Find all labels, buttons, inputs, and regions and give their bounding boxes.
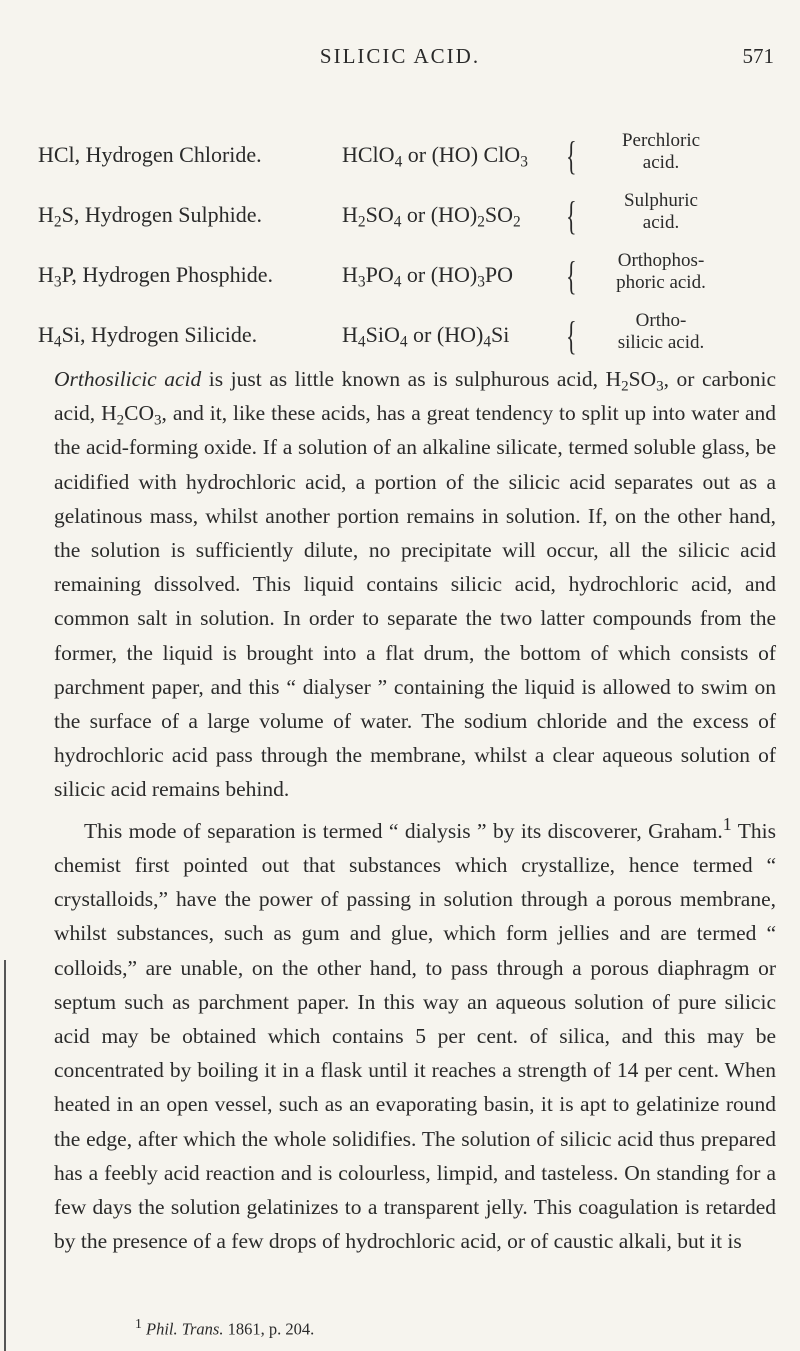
table-row	[38, 132, 778, 192]
acid-name: Sulphuric acid.	[624, 190, 698, 233]
hydrides-acids-table	[38, 132, 778, 372]
page-number: 571	[742, 44, 774, 68]
paragraph	[54, 362, 776, 807]
paragraph-text: This chemist first pointed out that substances which crystallize, hence termed “ crystalloids,” have the power of passing in solution through a porous membrane, whilst substances, such as gum and glue, which form jellies and are termed “ colloids,” are unable, on the other hand, to pass through a porous diaphragm or septum such as parchment paper. In this way an aqueous solution of pure silicic acid may be obtained which contains 5 per cent. of silica, and this may be concentrated by boiling it in a flask until it reaches a strength of 14 per cent. When heated in an open vessel, such as an evaporating basin, it is apt to gelatinize round the edge, after which the whole solidifies. The solution of silicic acid thus prepared has a feebly acid reaction and is colourless, limpid, and tasteless. On standing for a few days the solution gelatinizes to a transparent jelly. This coagulation is retarded by the presence of a few drops of hydrochloric acid, or of caustic alkali, but it is	[54, 818, 776, 1254]
hydride-entry: $H_4Si$, Hydrogen Silicide.	[38, 322, 258, 351]
acid-name: Perchloric acid.	[621, 130, 701, 173]
acid-formula: HClO$_4$ or (HO) ClO$_3$	[342, 142, 528, 171]
acid-formula: $H_2SO_4$ or $(HO)_2SO_2$	[342, 202, 521, 231]
footnote-citation: 1861, p. 204.	[223, 1319, 315, 1339]
margin-rule	[4, 960, 6, 1351]
brace-icon: {	[566, 133, 577, 178]
acid-formula: $H_4SiO_4$ or $(HO)_4Si$	[342, 322, 510, 351]
acid-formula: $H_3PO_4$ or $(HO)_3PO$	[342, 262, 514, 291]
table-row	[38, 192, 778, 252]
table-row	[38, 252, 778, 312]
hydride-entry: $H_2S$, Hydrogen Sulphide.	[38, 202, 263, 231]
footnote-marker[interactable]: 1	[722, 813, 732, 834]
paragraph-text: This mode of separation is termed “ dialysis ” by its discoverer, Graham.	[84, 818, 723, 843]
body-text	[54, 362, 776, 1258]
footnote-source: Phil. Trans.	[146, 1319, 224, 1339]
brace-icon: {	[566, 193, 577, 238]
hydride-entry: $H_3P$, Hydrogen Phosphide.	[38, 262, 274, 291]
brace-icon: {	[566, 313, 577, 358]
footnote-marker: 1	[135, 1316, 142, 1331]
brace-icon: {	[566, 253, 577, 298]
footnote	[135, 1316, 314, 1340]
acid-name: Ortho- silicic acid.	[617, 310, 705, 353]
paragraph	[54, 807, 776, 1259]
acid-name: Orthophos- phoric acid.	[616, 250, 706, 293]
paragraph-text: is just as little known as is sulphurous acid, $H_2SO_3$, or carbonic acid, $H_2CO_3$, and it, like these acids, has a great tendency to split up into water and the acid-forming oxide. If a solution of an alkaline silicate, termed soluble glass, be acidified with hydrochloric acid, a portion of the silicic acid separates out as a gelatinous mass, whilst another portion remains in solution. If, on the other hand, the solution is sufficiently dilute, no precipitate will occur, all the silicic acid remaining dissolved. This liquid contains silicic acid, hydrochloric acid, and common salt in solution. In order to separate the two latter compounds from the former, the liquid is brought into a flat drum, the bottom of which consists of parchment paper, and this “ dialyser ” containing the liquid is allowed to swim on the surface of a large volume of water. The sodium chloride and the excess of hydrochloric acid pass through the membrane, whilst a clear aqueous solution of silicic acid remains behind.	[54, 367, 777, 802]
page-header	[0, 44, 800, 74]
running-title: SILICIC ACID.	[319, 44, 481, 68]
hydride-entry: HCl, Hydrogen Chloride.	[38, 142, 262, 167]
italic-term: Orthosilicic acid	[54, 367, 202, 391]
